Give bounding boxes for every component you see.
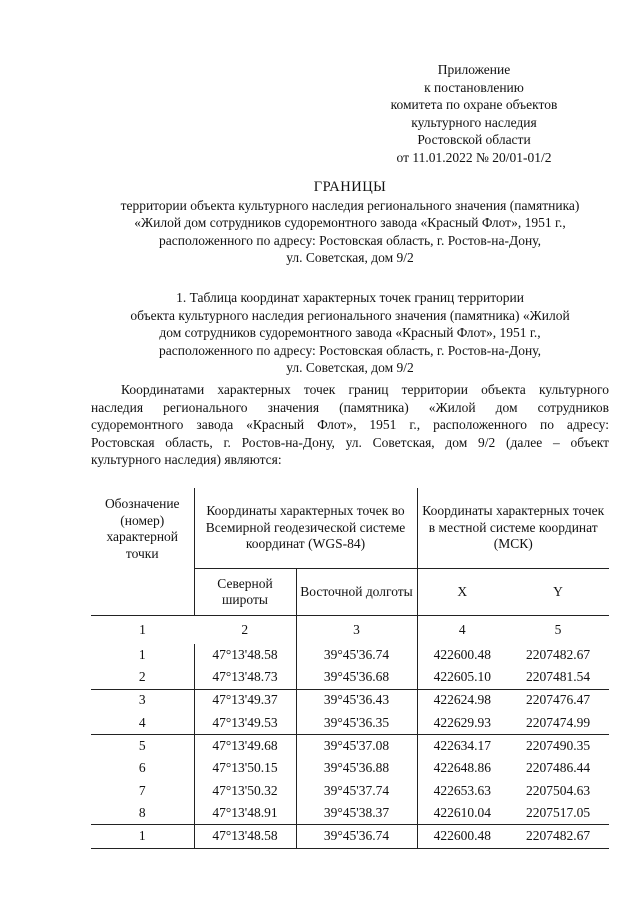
section-line: расположенного по адресу: Ростовская область, г. Ростов-на-Дону, — [159, 342, 541, 358]
table-row — [91, 780, 609, 802]
north-latitude: 47°13'48.58 — [194, 825, 296, 848]
point-number: 8 — [138, 804, 146, 820]
coord-y: 2207504.63 — [525, 782, 591, 798]
appendix-line: Ростовской области — [417, 132, 531, 147]
coord-x: 422600.48 — [417, 825, 507, 848]
coord-y: 2207490.35 — [507, 735, 609, 758]
coord-y: 2207476.47 — [507, 689, 609, 712]
east-longitude: 39°45'36.88 — [296, 757, 417, 779]
point-number: 1 — [91, 825, 194, 848]
appendix-line: культурного наследия — [411, 114, 537, 130]
header-y: Y — [553, 583, 563, 599]
heading-line: расположенного по адресу: Ростовская область, г. Ростов-на-Дону, — [159, 232, 541, 248]
coord-x: 422629.93 — [433, 714, 491, 730]
paragraph-line: наследия регионального значения (памятника) «Жилой дом сотрудников — [91, 399, 609, 415]
north-latitude: 47°13'50.15 — [194, 757, 296, 779]
east-longitude: 39°45'36.68 — [296, 666, 417, 689]
index-cell: 2 — [194, 616, 296, 645]
table-row — [91, 825, 609, 848]
coord-x: 422634.17 — [417, 735, 507, 758]
coord-y: 2207481.54 — [525, 669, 591, 685]
section-title — [60, 289, 640, 377]
point-number: 3 — [91, 689, 194, 712]
east-longitude: 39°45'36.35 — [296, 712, 417, 735]
coordinates-table — [91, 488, 609, 849]
point-number: 1 — [138, 646, 146, 662]
coord-x: 422648.86 — [433, 760, 491, 776]
table-row — [91, 802, 609, 825]
heading-line: ул. Советская, дом 9/2 — [286, 250, 414, 265]
coord-x: 422605.10 — [433, 669, 491, 685]
index-cell: 5 — [507, 616, 609, 645]
coord-y: 2207482.67 — [525, 646, 591, 662]
header-north: Северной широты — [194, 569, 296, 616]
paragraph-line: Координатами характерных точек границ территории объекта культурного — [121, 382, 609, 397]
index-cell: 1 — [91, 616, 194, 645]
table-row — [91, 712, 609, 735]
point-number: 4 — [138, 714, 146, 730]
header-msk: Координаты характерных точек в местной системе координат (МСК) — [417, 488, 609, 569]
appendix-line: комитета по охране объектов — [390, 97, 558, 112]
coord-x: 422600.48 — [433, 646, 491, 662]
east-longitude: 39°45'37.08 — [296, 735, 417, 758]
coord-y: 2207474.99 — [525, 714, 591, 730]
east-longitude: 39°45'38.37 — [296, 802, 417, 825]
north-latitude: 47°13'48.91 — [194, 802, 296, 825]
point-number: 6 — [138, 760, 146, 776]
paragraph-line: культурного наследия) являются: — [91, 452, 282, 467]
appendix-line: к постановлению — [424, 79, 524, 95]
north-latitude: 47°13'50.32 — [194, 780, 296, 802]
point-number: 7 — [138, 782, 146, 798]
table-body — [91, 644, 609, 848]
coord-x: 422624.98 — [417, 689, 507, 712]
index-cell: 4 — [417, 616, 507, 645]
section-line: дом сотрудников судоремонтного завода «Красный Флот», 1951 г., — [159, 325, 541, 340]
table-row — [91, 644, 609, 666]
north-latitude: 47°13'48.58 — [194, 644, 296, 666]
document-heading — [60, 179, 640, 267]
appendix-block — [364, 61, 584, 166]
table-row — [91, 757, 609, 779]
east-longitude: 39°45'36.74 — [296, 644, 417, 666]
coord-y: 2207486.44 — [525, 760, 591, 776]
coord-y: 2207517.05 — [525, 804, 591, 820]
coord-x: 422653.63 — [433, 782, 491, 798]
header-wgs: Координаты характерных точек во Всемирной геодезической системе координат (WGS-84) — [194, 488, 417, 569]
point-number: 2 — [138, 669, 146, 685]
appendix-line: Приложение — [437, 62, 511, 77]
table-row — [91, 689, 609, 712]
point-number: 5 — [91, 735, 194, 758]
appendix-line: от 11.01.2022 № 20/01-01/2 — [396, 149, 552, 165]
section-line: ул. Советская, дом 9/2 — [286, 360, 414, 375]
coord-x: 422610.04 — [433, 804, 491, 820]
heading-line: территории объекта культурного наследия регионального значения (памятника) — [120, 197, 580, 213]
header-designation: Обозначение (номер) характерной точки — [91, 488, 194, 616]
east-longitude: 39°45'37.74 — [296, 780, 417, 802]
document-title: ГРАНИЦЫ — [313, 179, 387, 195]
section-line: 1. Таблица координат характерных точек границ территории — [176, 290, 524, 305]
north-latitude: 47°13'48.73 — [194, 666, 296, 689]
section-line: объекта культурного наследия регионального значения (памятника) «Жилой — [130, 307, 570, 323]
table-row — [91, 735, 609, 758]
coord-y: 2207482.67 — [507, 825, 609, 848]
north-latitude: 47°13'49.53 — [194, 712, 296, 735]
north-latitude: 47°13'49.37 — [194, 689, 296, 712]
intro-paragraph — [91, 381, 609, 469]
header-east: Восточной долготы — [296, 569, 417, 616]
table-row — [91, 666, 609, 689]
east-longitude: 39°45'36.74 — [296, 825, 417, 848]
heading-line: «Жилой дом сотрудников судоремонтного завода «Красный Флот», 1951 г., — [134, 215, 566, 230]
paragraph-line: Ростовская область, г. Ростов-на-Дону, ул. Советская, дом 9/2 (далее – объект — [91, 434, 609, 450]
index-cell: 3 — [296, 616, 417, 645]
east-longitude: 39°45'36.43 — [296, 689, 417, 712]
north-latitude: 47°13'49.68 — [194, 735, 296, 758]
paragraph-line: судоремонтного завода «Красный Флот», 1951 г., расположенного по адресу: — [91, 417, 609, 432]
header-x: X — [457, 583, 468, 599]
